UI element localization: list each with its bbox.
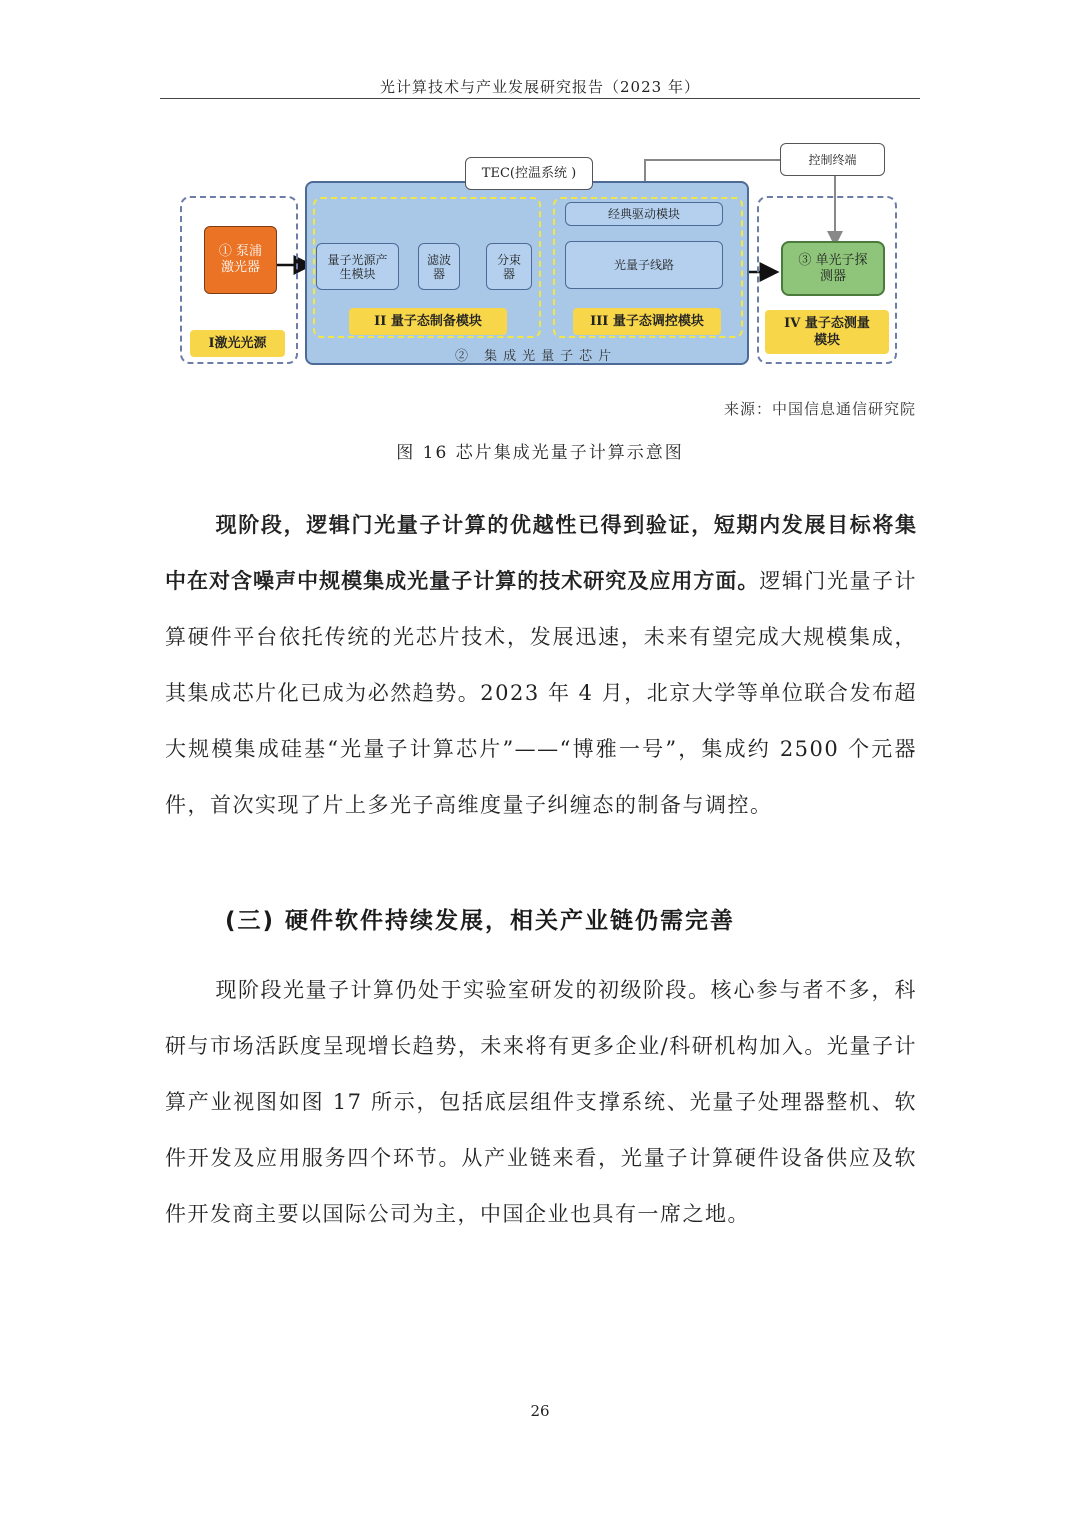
quantum-circuit: 光量子线路: [565, 241, 723, 289]
page-number: 26: [530, 1402, 550, 1420]
section-heading: (三) 硬件软件持续发展，相关产业链仍需完善: [225, 908, 736, 934]
filter: 滤波 器: [418, 243, 460, 290]
qsource-module: 量子光源产 生模块: [316, 243, 399, 290]
laser-source-tag: I激光光源: [190, 330, 285, 357]
tec-box: TEC(控温系统 ): [465, 157, 593, 190]
paragraph-2-lead: 现阶段光量子计算仍处于实验室研发的初级阶段。: [215, 978, 711, 1002]
figure-caption: 图 16 芯片集成光量子计算示意图: [396, 443, 684, 463]
page-header: 光计算技术与产业发展研究报告（2023 年）: [380, 78, 700, 96]
figure-source: 来源：中国信息通信研究院: [723, 400, 916, 418]
paragraph-2: [165, 962, 917, 1242]
paragraph-1-lead: 现阶段，逻辑门光量子计算的优越性已得到验证，短期内发展目标将集中在对含噪声中规模集成光量子计算的技术研究及应用方面。: [165, 513, 917, 593]
state-prep-tag: II 量子态制备模块: [349, 308, 507, 335]
chip-diagram: [175, 138, 905, 374]
splitter: 分束 器: [486, 243, 532, 290]
paragraph-1: [165, 497, 917, 833]
classic-driver-module: 经典驱动模块: [565, 202, 723, 226]
control-terminal: 控制终端: [780, 143, 885, 176]
single-photon-detector: ③ 单光子探 测器: [781, 241, 885, 296]
paragraph-2-body: 核心参与者不多，科研与市场活跃度呈现增长趋势，未来将有更多企业/科研机构加入。光量子计算产业视图如图 17 所示，包括底层组件支撑系统、光量子处理器整机、软件开发及应用服务四个环节。从产业链来看，光量子计算硬件设备供应及软件开发商主要以国际公司为主，中国企业也具有一席之地。: [165, 978, 917, 1226]
paragraph-1-body: 逻辑门光量子计算硬件平台依托传统的光芯片技术，发展迅速，未来有望完成大规模集成，其集成芯片化已成为必然趋势。2023 年 4 月，北京大学等单位联合发布超大规模集成硅基“光量子计算芯片”——“博雅一号”，集成约 2500 个元器件，首次实现了片上多光子高维度量子纠缠态的制备与调控。: [165, 569, 917, 817]
state-control-tag: III 量子态调控模块: [573, 308, 721, 335]
pump-laser: ① 泵浦 激光器: [204, 226, 277, 294]
state-measure-tag: IV 量子态测量 模块: [765, 310, 889, 354]
header-rule: [160, 98, 920, 99]
chip-label: ② 集成光量子芯片: [455, 349, 618, 364]
